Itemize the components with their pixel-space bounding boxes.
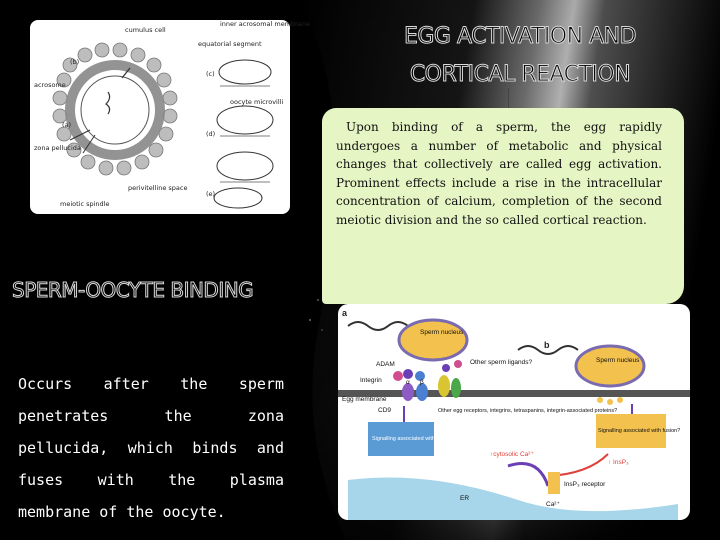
label-adam: ADAM: [376, 361, 395, 368]
panel-letter-d: (d): [206, 130, 216, 138]
label-perivitelline-space: perivitelline space: [128, 184, 188, 192]
panel-letter-a: (a): [62, 121, 72, 129]
panel-letter-e: (e): [206, 190, 216, 198]
panel-letter-a: a: [342, 308, 348, 318]
label-beta: β: [420, 379, 424, 386]
binding-signalling-illustration: [338, 304, 690, 520]
label-cytosolic-ca: ↑cytosolic Ca²⁺: [490, 451, 534, 458]
sperm-head-a: [399, 320, 467, 360]
callout-text: Upon binding of a sperm, the egg rapidly undergoes a number of metabolic and physical changes that collectively are called egg activation. Prominent effects include a rise in the intracellular concentration of calcium, completion of the second meiotic division and the so called cortical reaction.: [336, 120, 662, 227]
label-meiotic-spindle: meiotic spindle: [60, 200, 110, 208]
fertilization-illustration: [30, 20, 310, 214]
label-ca: Ca²⁺: [546, 501, 560, 508]
label-signalling-fusion: Signalling associated with fusion?: [598, 428, 681, 434]
label-other-egg-receptors: Other egg receptors, integrins, tetraspanins, integrin-associated proteins?: [438, 408, 618, 414]
divider-tick: [508, 88, 509, 110]
er-shape: [348, 478, 678, 521]
egg-activation-title: [370, 18, 670, 94]
label-egg-membrane: Egg membrane: [342, 396, 387, 403]
sperm-oocyte-title: SPERM-OOCYTE BINDING: [12, 278, 254, 302]
panel-letter-b: b: [544, 340, 550, 350]
label-signalling-adhesion: Signalling associated with adhesion?: [372, 436, 462, 442]
label-integrin: Integrin: [360, 377, 382, 384]
egg-activation-title-line1: EGG ACTIVATION AND: [403, 24, 637, 49]
label-other-sperm-ligands: Other sperm ligands?: [470, 359, 533, 366]
label-insp3-receptor: InsP₃ receptor: [564, 481, 606, 488]
label-cd9: CD9: [378, 407, 392, 414]
molecular-binding-diagram: [338, 304, 690, 520]
label-zona-pellucida: zona pellucida: [34, 144, 81, 152]
label-inner-acrosomal: inner acrosomal membrane: [220, 20, 310, 28]
egg-membrane-bar: [338, 390, 690, 397]
panel-letter-c: (c): [206, 70, 215, 78]
panel-letter-b: (b): [70, 58, 80, 66]
sperm-head-b: [576, 346, 644, 386]
label-insp3: ↑ InsP₃: [608, 459, 629, 466]
sperm-oocyte-diagram: [30, 20, 310, 214]
label-cumulus-cell: cumulus cell: [125, 26, 166, 34]
egg-activation-title-line2: CORTICAL REACTION: [409, 62, 631, 87]
label-alpha: α: [406, 379, 410, 386]
occurs-paragraph: Occurs after the sperm penetrates the zona pellucida, which binds and fuses with the plasma membrane of the oocyte.: [18, 375, 284, 521]
label-oocyte-microvilli: oocyte microvilli: [230, 98, 284, 106]
label-sperm-nucleus-a: Sperm nucleus: [420, 329, 464, 336]
label-sperm-nucleus-b: Sperm nucleus: [596, 357, 640, 364]
label-equatorial-segment: equatorial segment: [198, 40, 262, 48]
label-acrosome: acrosome: [34, 81, 66, 89]
label-er: ER: [460, 495, 470, 502]
